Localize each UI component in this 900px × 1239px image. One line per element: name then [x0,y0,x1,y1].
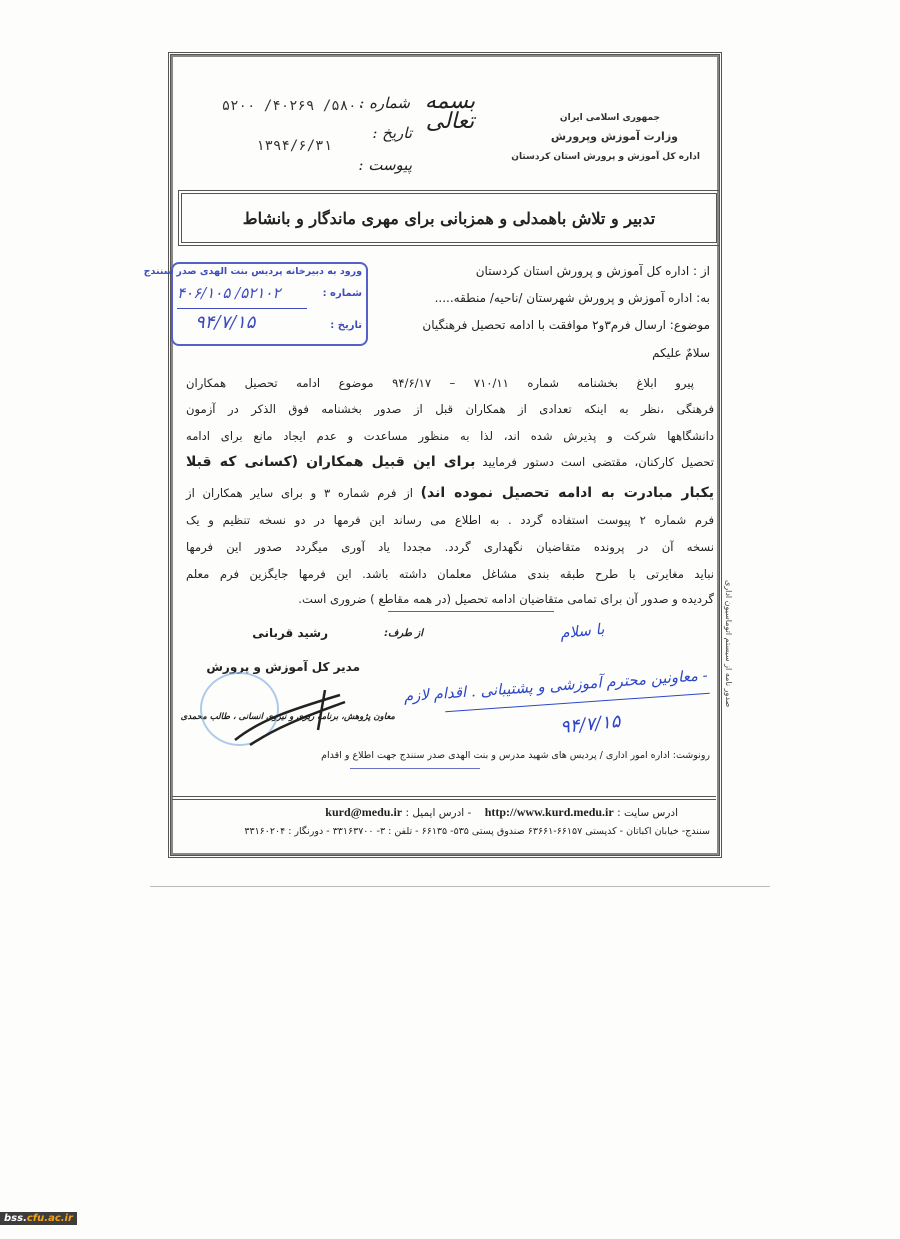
footer-address: سنندج- خیابان اکباتان - کدپستی ۶۶۱۵۷-۶۳۶۶۱ صندوق پستی ۵۳۵- ۶۶۱۳۵ - تلفن : ۳- ۳۳۱۶۳۷۰۰ - دورنگار : ۳۳۱۶۰۲۰۴ [244,826,710,837]
subject-line: موضوع: ارسال فرم۳و۲ موافقت با ادامه تحصیل فرهنگیان [422,318,710,332]
date-label: تاریخ : [372,124,412,142]
stamp-divider [177,308,307,309]
on-behalf-label: از طرف: [384,628,423,639]
attachment-label: پیوست : [358,156,412,174]
site-label: ادرس سایت : [617,807,678,819]
paragraph-line [186,485,714,501]
paragraph-line: فرم شماره ۲ پیوست استفاده گردد . به اطلاع می رساند این فرمها در دو نسخه تنظیم و یک [186,513,714,527]
paragraph-bold: یکبار مبادرت به ادامه تحصیل نموده اند) [420,485,714,501]
stamp-number-label: شماره : [322,288,362,299]
paragraph-line: گردیده و صدور آن برای تمامی متقاضیان ادامه تحصیل (در همه مقاطع ) ضروری است. [298,592,714,606]
handwritten-underline [388,611,554,612]
paragraph-line: پیرو ابلاغ بخشنامه شماره ۷۱۰/۱۱ – ۹۴/۶/۱۷ موضوع ادامه تحصیل همکاران [186,376,695,390]
from-line: از : اداره کل آموزش و پرورش استان کردستان [475,264,710,278]
letter-number: ۵۸۰۰/ ۴۰۲۶۹/ ۵۲۰۰ [221,98,365,114]
paragraph-line: دانشگاهها شرکت و پذیرش شده اند، لذا به منظور مساعدت و عدم ایجاد مانع برای ادامه [186,429,714,443]
email-label: - ادرس ایمیل : [405,807,472,819]
watermark [0,1212,77,1225]
paragraph-bold: برای این قبیل همکاران (کسانی که قبلا [186,454,476,470]
page-edge-line [150,886,770,887]
paragraph-line [186,454,714,470]
letter-date: ۱۳۹۴/۶/۳۱ [256,138,332,154]
receipt-stamp [143,262,368,346]
paragraph-text: تحصیل کارکنان، مقتضی است دستور فرمایید [482,455,715,469]
signer-name: رشید قربانی [252,626,328,640]
stamp-title: ورود به دبیرخانه پردیس بنت الهدی صدر سنندج [143,266,362,277]
watermark-domain: cfu.ac.ir [26,1213,73,1224]
slogan-box [178,190,720,246]
handwritten-date: ۹۴/۷/۱۵ [559,710,622,739]
deputy-title: معاون پژوهش، برنامه ریزی و نیروی انسانی ، طالب محمدی [180,712,395,722]
handwritten-greeting: با سلام [559,619,606,643]
country-name: جمهوری اسلامی ایران [559,113,660,123]
stamp-date-label: تاریخ : [330,320,362,331]
to-line: به: اداره آموزش و پرورش شهرستان /ناحیه/ منطقه..... [434,291,710,305]
watermark-prefix: bss. [4,1213,27,1224]
signer-title: مدیر کل آموزش و پرورش [206,660,360,674]
site-link[interactable]: http://www.kurd.medu.ir [484,805,614,819]
paragraph-line: نسخه آن در پرونده متقاضیان نگهداری گردد. مجددا یاد آوری میگردد صدور این فرمها [186,540,714,554]
handwritten-instruction: - معاونین محترم آموزشی و پشتیبانی . اقدام لازم [403,666,709,706]
office-name: اداره کل آموزش و پرورش استان کردستان [511,152,700,162]
cc-line: رونوشت: اداره امور اداری / پردیس های شهید مدرس و بنت الهدی صدر سنندج جهت اطلاع و اقدام [321,750,710,761]
slogan: تدبیر و تلاش باهمدلی و همزبانی برای مهری ماندگار و بانشاط [242,208,656,228]
basmala-logo: بسمه تعالی [424,89,476,134]
ministry-name: وزارت آموزش وپرورش [550,130,678,143]
signature-scribble [230,690,350,750]
number-label: شماره : [359,94,410,112]
email-link[interactable]: kurd@medu.ir [325,805,403,819]
paragraph-text: از فرم شماره ۳ و برای سایر همکاران از [186,486,413,500]
paragraph-line: فرهنگی ،نظر به اینکه تعدادی از همکاران قبل از صدور بخشنامه فوق الذکر در آزمون [186,402,714,416]
side-note: صدور نامه از سیستم اتوماسیون اداری [724,580,733,708]
stamp-number: ۵۲۱۰۲/ ۴۰۶/۱۰۵ [177,284,281,302]
stamp-date: ۹۴/۷/۱۵ [195,312,256,333]
greeting: سلامٌ علیکم [652,346,710,360]
handwritten-underline [350,768,480,769]
paragraph-line: نباید مغایرتی با طرح طبقه بندی مشاغل معلمان داشته باشد. این فرمها جایگزین فرم معلم [186,567,714,581]
footer-contact [325,805,678,820]
